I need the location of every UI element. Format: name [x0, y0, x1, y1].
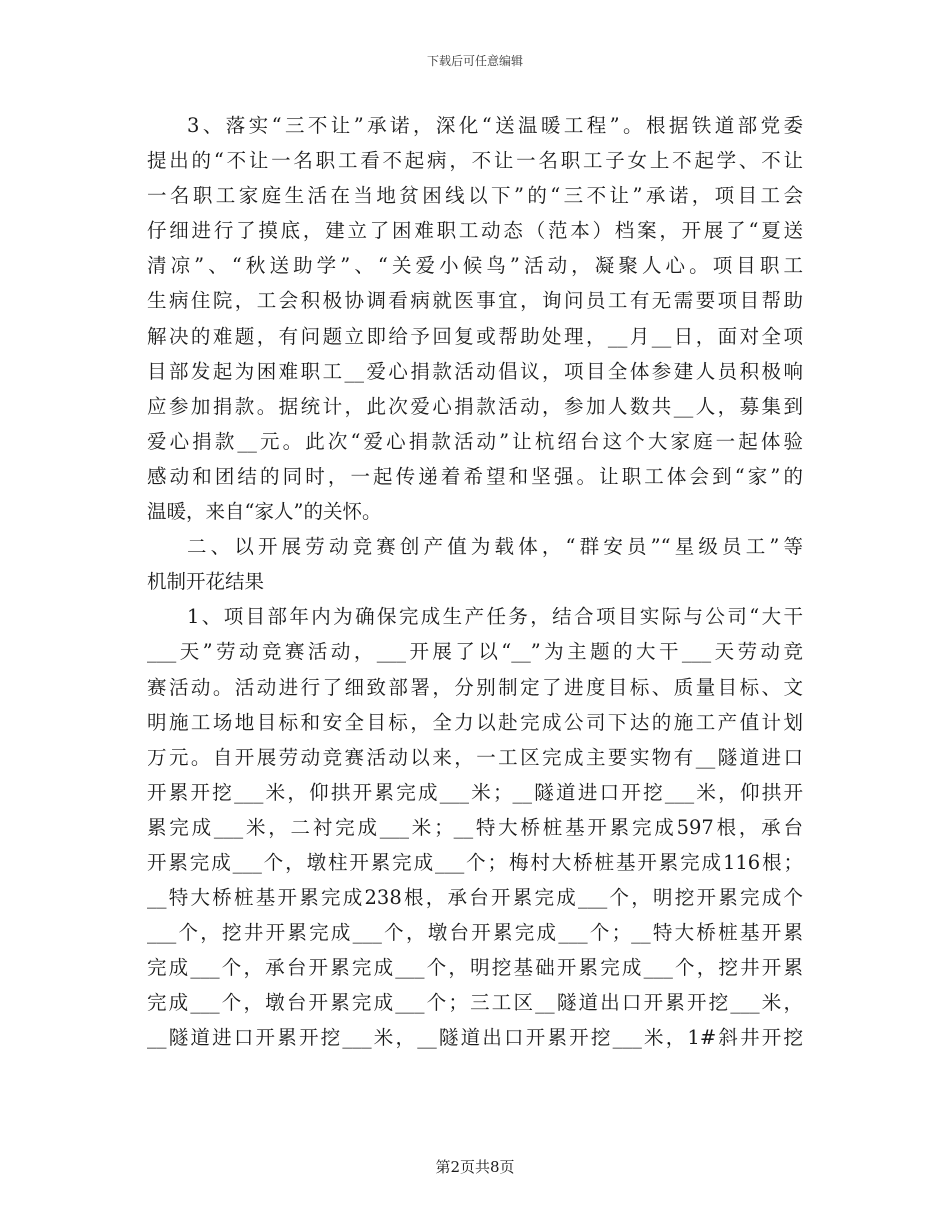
text-line: 完成___个，墩台开累完成___个；三工区__隧道出口开累开挖___米，: [147, 991, 803, 1015]
text-line: 仔细进行了摸底，建立了困难职工动态（范本）档案，开展了“夏送: [147, 219, 803, 243]
text-line: 清凉”、“秋送助学”、“关爱小候鸟”活动，凝聚人心。项目职工: [147, 254, 803, 278]
text-line: __特大桥桩基开累完成238根，承台开累完成___个，明挖开累完成个: [147, 886, 803, 910]
text-line: 感动和团结的同时，一起传递着希望和坚强。让职工体会到“家”的: [147, 464, 803, 488]
text-line: 二、以开展劳动竞赛创产值为载体，“群安员”“星级员工”等: [187, 535, 803, 559]
document-body: [147, 108, 803, 1056]
text-line: 开累开挖___米，仰拱开累完成___米；__隧道进口开挖___米，仰拱开: [147, 780, 803, 804]
text-line: ___个，挖井开累完成___个，墩台开累完成___个；__特大桥桩基开累: [147, 921, 803, 945]
text-line: 一名职工家庭生活在当地贫困线以下”的“三不让”承诺，项目工会: [147, 184, 803, 208]
text-line: 爱心捐款__元。此次“爱心捐款活动”让杭绍台这个大家庭一起体验: [147, 429, 803, 453]
text-line: __隧道进口开累开挖___米，__隧道出口开累开挖___米，1#斜井开挖: [147, 1026, 803, 1050]
text-line: 万元。自开展劳动竞赛活动以来，一工区完成主要实物有__隧道进口: [147, 745, 803, 769]
page-footer: 第2页共8页: [435, 1158, 515, 1176]
text-line: 完成___个，承台开累完成___个，明挖基础开累完成___个，挖井开累: [147, 956, 803, 980]
text-line: 机制开花结果: [147, 570, 265, 594]
text-line: 应参加捐款。据统计，此次爱心捐款活动，参加人数共__人，募集到: [147, 394, 803, 418]
page-header: 下载后可任意编辑: [426, 54, 523, 68]
text-line: 3、落实“三不让”承诺，深化“送温暖工程”。根据铁道部党委: [187, 114, 803, 137]
text-line: 解决的难题，有问题立即给予回复或帮助处理，__月__日，面对全项: [147, 324, 803, 348]
text-line: 赛活动。活动进行了细致部署，分别制定了进度目标、质量目标、文: [147, 675, 803, 699]
text-line: 明施工场地目标和安全目标，全力以赴完成公司下达的施工产值计划: [147, 710, 803, 734]
text-line: ___天”劳动竞赛活动，___开展了以“__”为主题的大干___天劳动竞: [147, 640, 803, 664]
text-line: 生病住院，工会积极协调看病就医事宜，询问员工有无需要项目帮助: [147, 289, 803, 313]
text-line: 目部发起为困难职工__爱心捐款活动倡议，项目全体参建人员积极响: [147, 359, 803, 383]
text-line: 累完成___米，二衬完成___米；__特大桥桩基开累完成597根，承台: [147, 815, 803, 839]
text-line: 提出的“不让一名职工看不起病，不让一名职工子女上不起学、不让: [147, 149, 803, 173]
text-line: 开累完成___个，墩柱开累完成___个；梅村大桥桩基开累完成116根；: [147, 850, 803, 874]
text-line: 温暖，来自“家人”的关怀。: [147, 500, 382, 524]
text-line: 1、项目部年内为确保完成生产任务，结合项目实际与公司“大干: [187, 605, 803, 629]
